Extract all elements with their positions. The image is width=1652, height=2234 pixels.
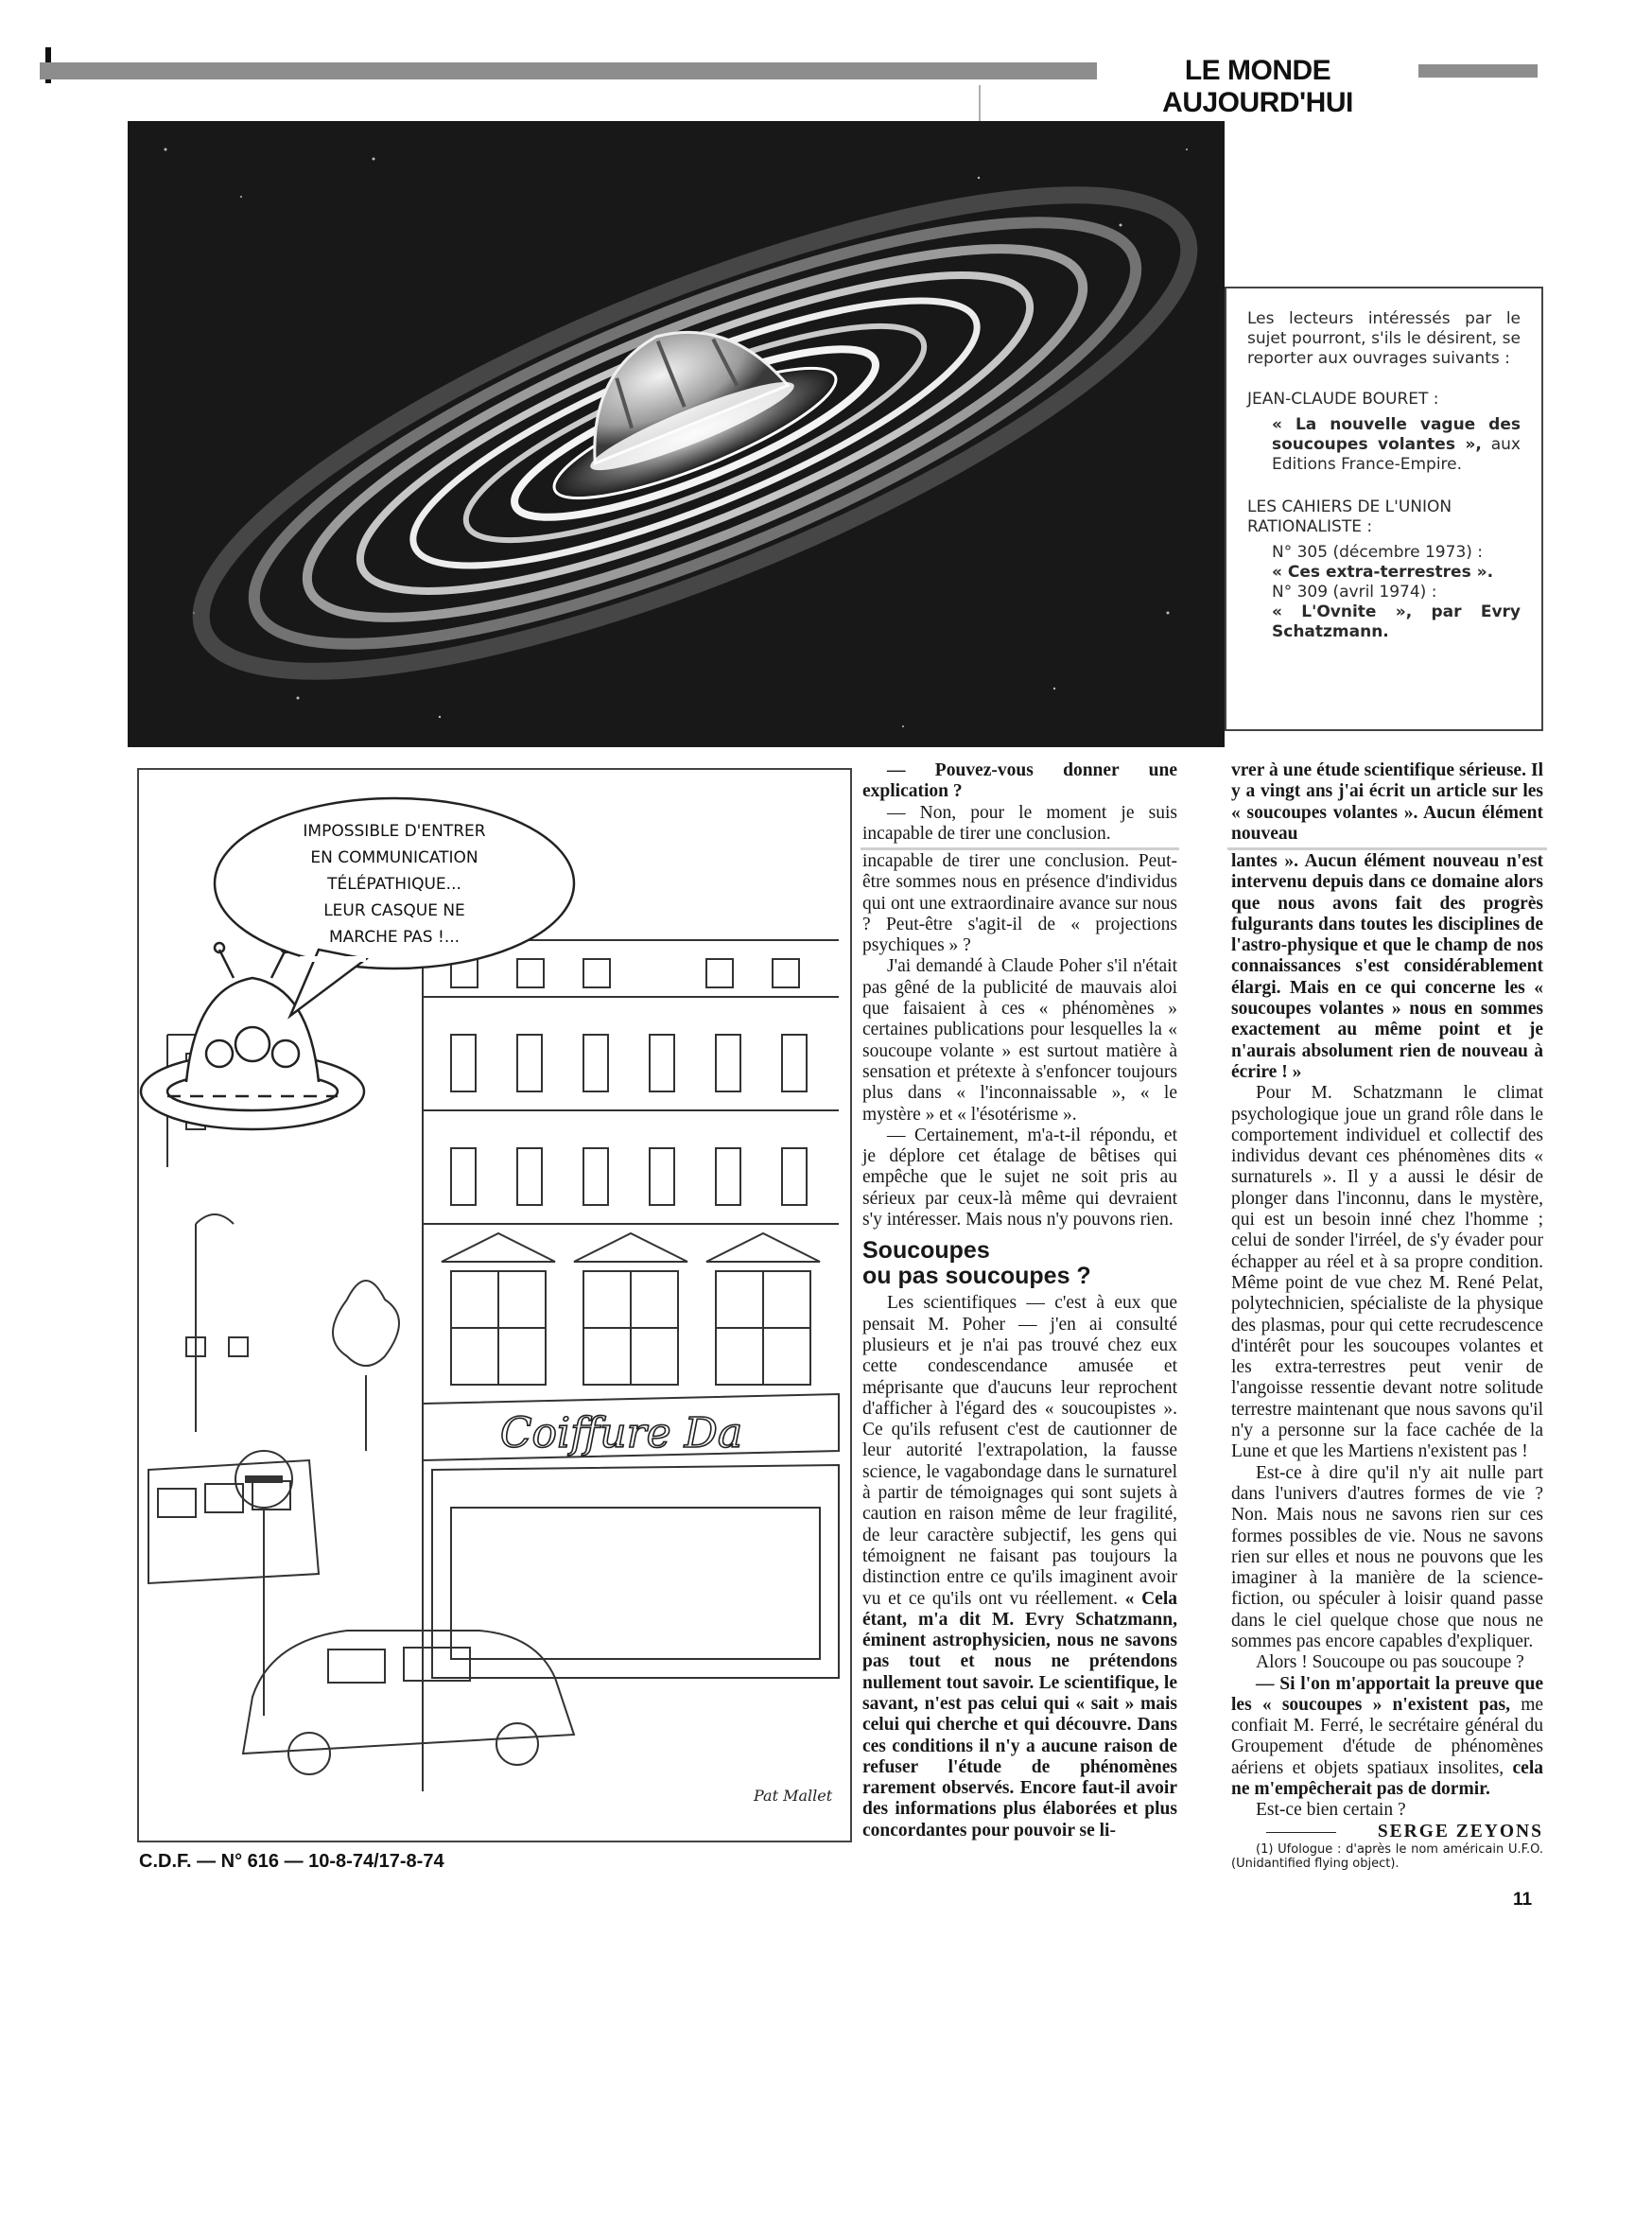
shop-sign: Coiffure Da	[499, 1409, 743, 1457]
paragraph: — Pouvez-vous donner une explication ?	[862, 760, 1177, 802]
paragraph: Alors ! Soucoupe ou pas soucoupe ?	[1256, 1652, 1524, 1673]
fold-mark	[979, 85, 981, 123]
artist-signature: Pat Mallet	[754, 1787, 833, 1805]
article-column-middle-top	[862, 760, 1177, 845]
paragraph: J'ai demandé à Claude Poher s'il n'était pas gêné de la publicité de mauvais aloi que faisaient à ces « phénomènes » certaines publications pour lesquelles la « soucoupe volante » est surtout matière à sensation et prétexte à s'enfoncer toujours plus dans « l'inconnaissable », « le mystère » et « l'ésotérisme ».	[862, 956, 1177, 1125]
spacer	[1247, 479, 1521, 497]
issue-number: N° 309 (avril 1974) :	[1272, 583, 1437, 602]
subheading-line: Soucoupes	[862, 1237, 990, 1265]
article-column-middle	[862, 851, 1177, 1841]
paragraph-text: Les scientifiques — c'est à eux que pensait M. Poher — j'en ai consulté plusieurs et je n'ai pas trouvé chez eux cette condescendance amusée et méprisante que d'aucuns leur reprochent d'afficher à l'égard des « soucoupistes ». Ce qu'ils refusent c'est de cautionner de leur autorité l'extrapolation, la fausse science, le vagabondage dans le surnaturel à partir de témoignages qui sont sujets à caution en raison même de leur fragilité, de leur caractère subjectif, les gens qui témoignent ne faisant pas toujours la distinction entre ce qu'ils imaginent avoir vu et ce qu'ils ont vu réellement.	[862, 1293, 1177, 1609]
bibliography-author: LES CAHIERS DE L'UNION RATIONALISTE :	[1247, 497, 1452, 536]
author-name: SERGE ZEYONS	[1377, 1821, 1543, 1841]
paragraph	[1231, 1674, 1543, 1801]
bibliography-author: JEAN-CLAUDE BOURET :	[1247, 390, 1439, 409]
paragraph: incapable de tirer une conclusion. Peut-être sommes nous en présence d'individus qui ont une extraordinaire avance sur nous ? Peut-être s'agit-il de « projections psychiques » ?	[862, 851, 1177, 956]
issue-number: N° 305 (décembre 1973) :	[1272, 543, 1484, 562]
bibliography-entry	[1272, 543, 1521, 642]
signature-rule	[1266, 1832, 1336, 1833]
speech-line: IMPOSSIBLE D'ENTRER	[303, 822, 486, 841]
paragraph: lantes ». Aucun élément nouveau n'est intervenu depuis dans ce domaine alors que nous avons fait des progrès fulgurants dans toutes les disciplines de l'astro-physique et que le champ de nos connaissances s'est considérablement élargi. Mais en ce qui concerne les « soucoupes volantes » nous en sommes exactement au même point et je n'aurais absolument rien de nouveau à écrire ! »	[1231, 851, 1543, 1082]
bibliography-box	[1225, 287, 1543, 731]
paste-seam	[1227, 847, 1547, 850]
header-rule-right	[1418, 64, 1538, 78]
subheading-line: ou pas soucoupes ?	[862, 1263, 1091, 1290]
quote-text: « Cela étant, m'a dit M. Evry Schatzmann, éminent astrophysicien, nous ne savons pas tout et nous ne prétendons nullement tout savoir. Le scientifique, le savant, n'est pas celui qui « sait » mais celui qui cherche et qui découvre. Dans ces conditions il n'y a aucune raison de refuser l'étude de phénomènes rarement observés. Encore faut-il avoir des informations plus élaborées et plus concordantes pour pouvoir se li-	[862, 1588, 1178, 1841]
speech-line: MARCHE PAS !...	[328, 928, 461, 947]
section-subheading	[862, 1238, 1177, 1289]
author-signature	[1231, 1822, 1543, 1842]
paste-seam	[861, 847, 1179, 850]
paragraph: Pour M. Schatzmann le climat psychologique joue un grand rôle dans le comportement individuel et collectif des individus devant ces phénomènes dits « surnaturels ». Il y a aussi le désir de plonger dans l'inconnu, dans le mystère, qui est un besoin inné chez l'homme ; celui de sonder l'irréel, de s'y évader pour échapper au réel et à sa propre condition. Même point de vue chez M. René Pelat, polytechnicien, spécialiste de la physique des plasmas, pour qui cette recrudescence d'intérêt pour les soucoupes volantes et les extra-terrestres peut venir de l'angoisse ressentie devant notre solitude terrestre maintenant que nous savons qu'il n'y a personne sur la face cachée de la Lune et que les Martiens n'existent pas !	[1231, 1083, 1543, 1462]
footnote: (1) Ufologue : d'après le nom américain U.F.O. (Unidantified flying object).	[1231, 1841, 1543, 1871]
book-title: « La nouvelle vague des soucoupes volantes »,	[1272, 415, 1521, 454]
header-rule-left	[40, 62, 1097, 79]
speech-line: EN COMMUNICATION	[310, 848, 478, 867]
article-column-right	[1231, 851, 1543, 1871]
book-publisher: aux Editions France-Empire.	[1272, 435, 1521, 474]
quote-text: — Si l'on m'apportait la preuve que les « soucoupes » n'existent pas,	[1231, 1673, 1543, 1715]
issue-footer: C.D.F. — N° 616 — 10-8-74/17-8-74	[139, 1851, 444, 1872]
paragraph: Est-ce à dire qu'il n'y ait nulle part dans l'univers d'autres formes de vie ? Non. Mais nous ne savons rien sur ces formes possibles de vie. Nous ne savons rien sur elles et nous ne pouvons que les imaginer à la manière de la science-fiction, ou spéculer à loisir quand passe dans le ciel quelque chose que nous ne sommes pas encore capables d'expliquer.	[1231, 1462, 1543, 1651]
paragraph-text: me confiait M. Ferré, le secrétaire général du Groupement d'étude de phénomènes aériens et objets spatiaux insolites,	[1231, 1694, 1544, 1778]
flying-saucer-illustration	[128, 121, 1225, 747]
speech-line: LEUR CASQUE NE	[323, 901, 465, 920]
paragraph: — Non, pour le moment je suis incapable de tirer une conclusion.	[862, 802, 1177, 844]
bibliography-intro: Les lecteurs intéressés par le sujet pourront, s'ils le désirent, se reporter aux ouvrages suivants :	[1247, 309, 1521, 368]
issue-title: « L'Ovnite », par Evry Schatzmann.	[1272, 602, 1521, 641]
quote-text: cela ne m'empêcherait pas de dormir.	[1231, 1757, 1543, 1800]
speech-bubble-text	[303, 822, 485, 947]
article-column-right-top	[1231, 760, 1543, 845]
paragraph: — Certainement, m'a-t-il répondu, et je déplore cet étalage de bêtises qui empêche que le sujet ne soit pris au sérieux par ceux-là même qui devraient s'y intéresser. Mais nous n'y pouvons rien.	[862, 1125, 1177, 1230]
issue-title: « Ces extra-terrestres ».	[1272, 563, 1494, 582]
paragraph	[862, 1293, 1177, 1841]
speech-line: TÉLÉPATHIQUE...	[327, 875, 461, 894]
paragraph: vrer à une étude scientifique sérieuse. Il y a vingt ans j'ai écrit un article sur les « soucoupes volantes ». Aucun élément nouveau	[1231, 760, 1543, 844]
paragraph: Est-ce bien certain ?	[1256, 1800, 1406, 1821]
bibliography-entry	[1272, 415, 1521, 475]
section-title: LE MONDE AUJOURD'HUI	[1097, 55, 1418, 87]
cartoon-illustration	[137, 768, 852, 1842]
page-number: 11	[1513, 1890, 1533, 1910]
